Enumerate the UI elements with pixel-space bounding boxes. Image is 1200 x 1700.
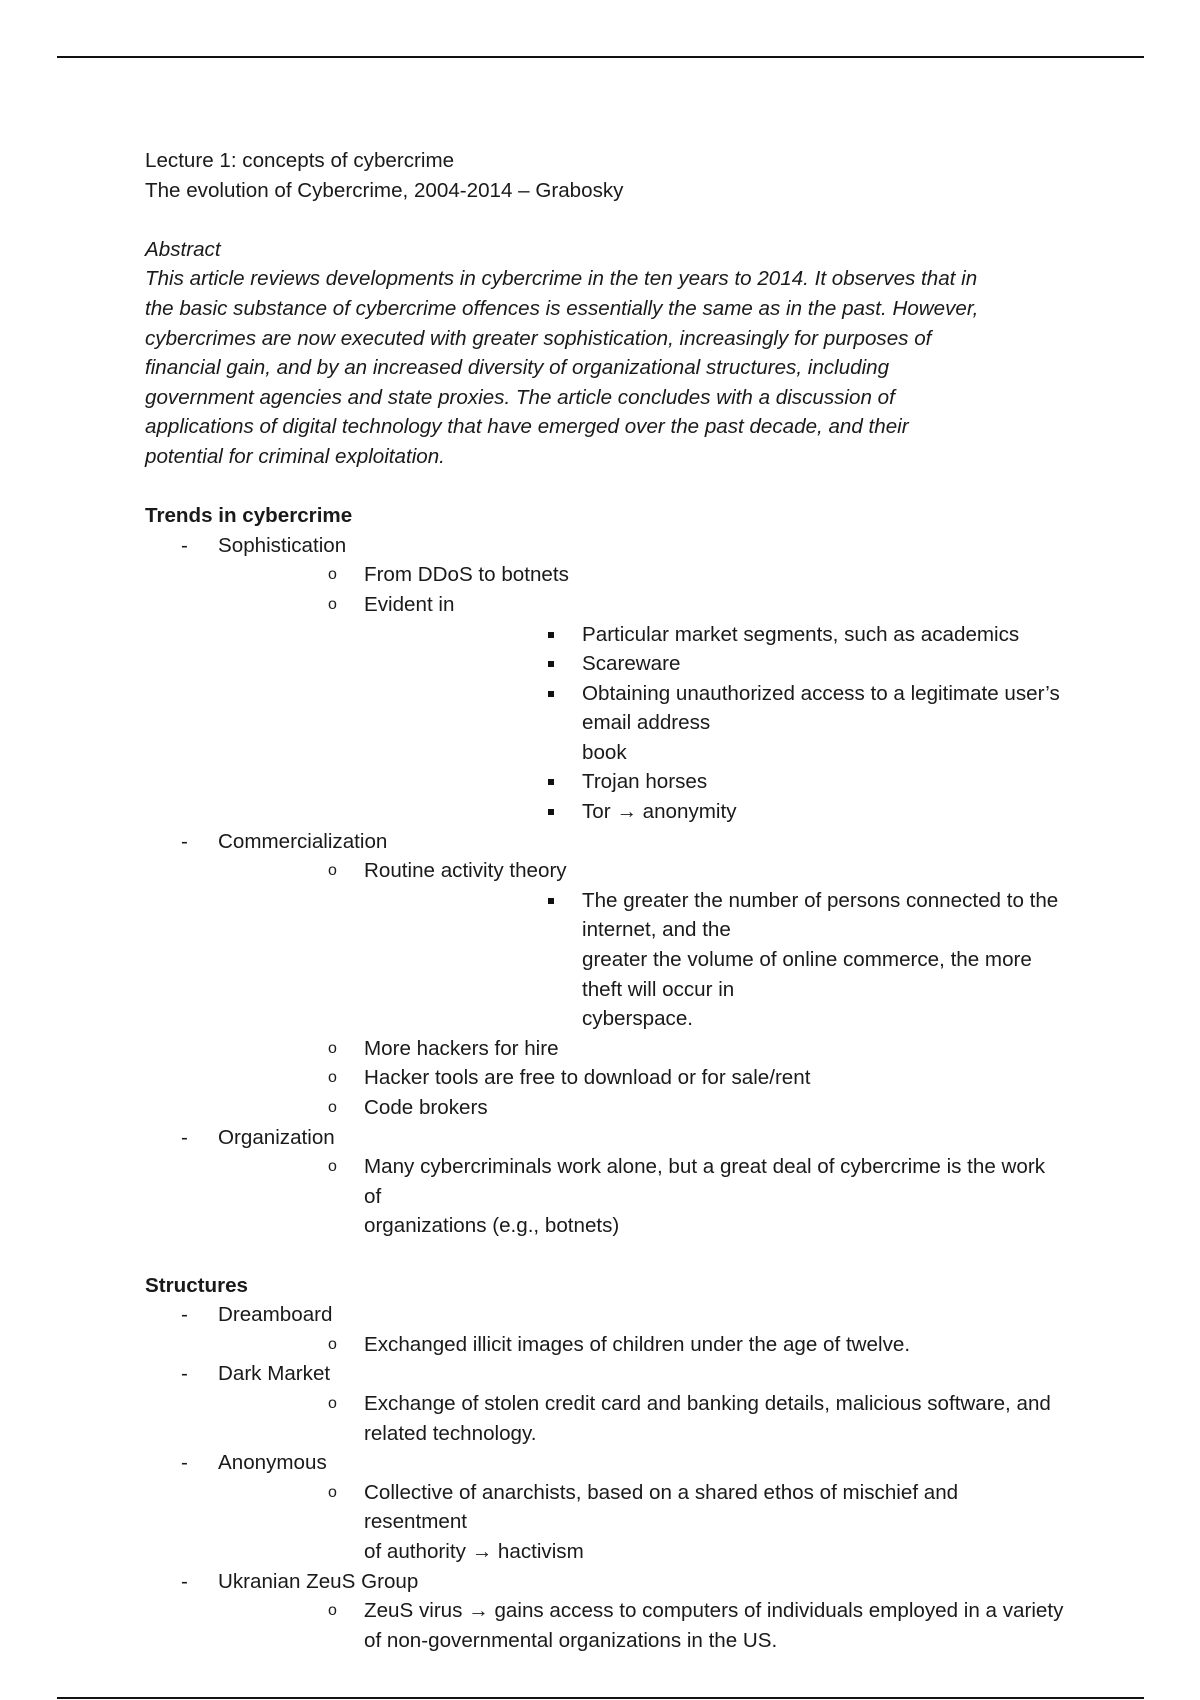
list-item: - Organization o Many cybercriminals work alone, but a great deal of cybercrime is the work of organizations (e.g., botnets) [145, 1123, 1065, 1241]
square-bullet-icon [548, 632, 554, 638]
list-item: Tor → anonymity [364, 797, 1065, 827]
abstract-line: financial gain, and by an increased diversity of organizational structures, including [145, 356, 890, 380]
list-item: o Exchange of stolen credit card and banking details, malicious software, and related technology. [218, 1389, 1065, 1448]
abstract-line: the basic substance of cybercrime offences is essentially the same as in the past. However, [145, 296, 979, 320]
list-item: - Ukranian ZeuS Group o ZeuS virus → gains access to computers of individuals employed in a variety of non-governmental organizations in the US. [145, 1567, 1065, 1656]
document-body [145, 146, 1065, 1655]
lecture-title: Lecture 1: concepts of cybercrime [145, 149, 455, 172]
dash-bullet-icon: - [181, 1569, 188, 1593]
circle-bullet-icon: o [328, 566, 337, 584]
square-bullet-icon [548, 691, 554, 697]
circle-bullet-icon: o [328, 862, 337, 880]
dash-bullet-icon: - [181, 1303, 188, 1327]
circle-bullet-icon: o [328, 1069, 337, 1087]
square-bullet-icon [548, 661, 554, 667]
circle-bullet-icon: o [328, 1335, 337, 1353]
circle-bullet-icon: o [328, 1039, 337, 1057]
list-item: o Evident in Particular market segments, such as academics Scareware Obtaining unauthorized access to a legitimate user’s email address book Trojan horses Tor → anonymity [218, 590, 1065, 827]
list-item: o Many cybercriminals work alone, but a great deal of cybercrime is the work of organizations (e.g., botnets) [218, 1152, 1065, 1241]
list-item: o ZeuS virus → gains access to computers of individuals employed in a variety of non-governmental organizations in the US. [218, 1596, 1065, 1655]
dash-bullet-icon: - [181, 1125, 188, 1149]
circle-bullet-icon: o [328, 1602, 337, 1620]
list-item: - Commercialization o Routine activity theory The greater the number of persons connected to the internet, and the greater the volume of online commerce, the more theft will occur in cyberspace. o More hackers for hire o Hacker tools are free to download or for sale/rent o Code brokers [145, 827, 1065, 1123]
list-item: o More hackers for hire [218, 1034, 1065, 1064]
list-item: Trojan horses [364, 767, 1065, 797]
circle-bullet-icon: o [328, 1099, 337, 1116]
abstract-line: government agencies and state proxies. The article concludes with a discussion of [145, 385, 895, 409]
square-bullet-icon [548, 809, 554, 815]
circle-bullet-icon: o [328, 1394, 337, 1412]
bottom-rule [57, 1697, 1144, 1699]
list-item: - Anonymous o Collective of anarchists, based on a shared ethos of mischief and resentment of authority → hactivism [145, 1448, 1065, 1566]
circle-bullet-icon: o [328, 1158, 337, 1176]
square-bullet-icon [548, 779, 554, 785]
top-rule [57, 56, 1144, 58]
list-item: Obtaining unauthorized access to a legitimate user’s email address book [364, 679, 1065, 768]
dash-bullet-icon: - [181, 533, 188, 557]
list-item: Particular market segments, such as academics [364, 620, 1065, 650]
trends-heading: Trends in cybercrime [145, 504, 353, 528]
abstract-line: potential for criminal exploitation. [145, 444, 445, 468]
dash-bullet-icon: - [181, 829, 188, 853]
abstract-section [145, 235, 1065, 472]
trends-list [145, 531, 1065, 1241]
square-bullet-icon [548, 898, 554, 904]
abstract-line: applications of digital technology that have emerged over the past decade, and their [145, 415, 909, 439]
list-item: o Code brokers [218, 1093, 1065, 1123]
structures-heading: Structures [145, 1273, 248, 1297]
structures-list [145, 1300, 1065, 1655]
abstract-line: This article reviews developments in cybercrime in the ten years to 2014. It observes that in [145, 267, 978, 291]
circle-bullet-icon: o [328, 1483, 337, 1501]
circle-bullet-icon: o [328, 595, 337, 613]
article-subtitle: The evolution of Cybercrime, 2004-2014 – Grabosky [145, 178, 624, 202]
dash-bullet-icon: - [181, 1362, 188, 1386]
list-item: - Dark Market o Exchange of stolen credit card and banking details, malicious software, and related technology. [145, 1359, 1065, 1448]
list-item: - Sophistication o From DDoS to botnets o Evident in Particular market segments, such as academics Scareware Obtaining unauthorized access to a legitimate user’s email address book Trojan horses Tor → anonymity [145, 531, 1065, 827]
dash-bullet-icon: - [181, 1451, 188, 1475]
list-item: o Collective of anarchists, based on a shared ethos of mischief and resentment of authority → hactivism [218, 1478, 1065, 1567]
list-item: o Hacker tools are free to download or for sale/rent [218, 1063, 1065, 1093]
abstract-line: cybercrimes are now executed with greater sophistication, increasingly for purposes of [145, 326, 932, 350]
list-item: Scareware [364, 649, 1065, 679]
list-item: o Exchanged illicit images of children under the age of twelve. [218, 1330, 1065, 1360]
abstract-heading: Abstract [145, 237, 221, 261]
list-item: - Dreamboard o Exchanged illicit images of children under the age of twelve. [145, 1300, 1065, 1359]
list-item: The greater the number of persons connected to the internet, and the greater the volume of online commerce, the more theft will occur in cyberspace. [364, 886, 1065, 1034]
list-item: o Routine activity theory The greater the number of persons connected to the internet, and the greater the volume of online commerce, the more theft will occur in cyberspace. [218, 856, 1065, 1034]
list-item: o From DDoS to botnets [218, 560, 1065, 590]
